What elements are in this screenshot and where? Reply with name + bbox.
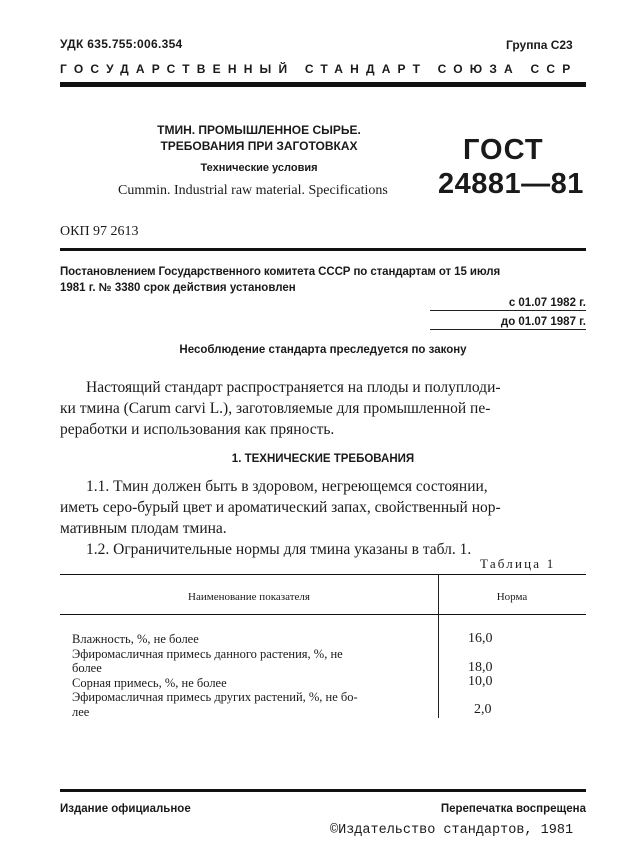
intro-line-2: ки тмина (Carum carvi L.), заготовляемые для промышленной пе- bbox=[60, 400, 491, 417]
gost-number: 24881—81 bbox=[438, 168, 584, 200]
row-1-value: 16,0 bbox=[468, 631, 493, 646]
section-1-title: 1. ТЕХНИЧЕСКИЕ ТРЕБОВАНИЯ bbox=[231, 453, 415, 465]
effective-from-date: с 01.07 1982 г. bbox=[430, 296, 586, 311]
effective-to-date: до 01.07 1987 г. bbox=[430, 315, 586, 330]
row-1-name: Влажность, %, не более bbox=[72, 632, 199, 646]
paragraph-1-1-line-2: иметь серо-бурый цвет и ароматический запах, свойственный нор- bbox=[60, 499, 501, 516]
table-header-indicator: Наименование показателя bbox=[188, 591, 310, 603]
title-line-1: ТМИН. ПРОМЫШЛЕННОЕ СЫРЬЕ. bbox=[157, 123, 361, 137]
footer-rule bbox=[60, 789, 586, 792]
legal-warning: Несоблюдение стандарта преследуется по закону bbox=[179, 344, 467, 356]
udk-code: УДК 635.755:006.354 bbox=[60, 37, 183, 51]
row-4-value: 2,0 bbox=[474, 702, 492, 717]
standard-banner: ГОСУДАРСТВЕННЫЙ СТАНДАРТ СОЮЗА ССР bbox=[60, 62, 578, 76]
intro-paragraph bbox=[60, 377, 586, 398]
paragraph-1-2: 1.2. Ограничительные нормы для тмина указаны в табл. 1. bbox=[86, 541, 472, 558]
intro-line-1: Настоящий стандарт распространяется на плоды и полуплоди- bbox=[86, 379, 501, 396]
copyright-notice: ©Издательство стандартов, 1981 bbox=[330, 823, 574, 838]
english-title: Cummin. Industrial raw material. Specifications bbox=[118, 183, 388, 198]
table-caption: Таблица 1 bbox=[480, 556, 556, 571]
row-2-name-line-1: Эфиромасличная примесь данного растения, %, не bbox=[72, 646, 343, 661]
table-row bbox=[72, 632, 432, 719]
row-3-name: Сорная примесь, %, не более bbox=[72, 675, 227, 690]
row-2-name-line-2: более bbox=[72, 661, 102, 675]
row-4-name-line-2: лее bbox=[72, 704, 90, 719]
row-3-value: 10,0 bbox=[468, 674, 493, 689]
reprint-notice: Перепечатка воспрещена bbox=[440, 803, 586, 815]
decree-line-2: 1981 г. № 3380 срок действия установлен bbox=[60, 282, 296, 294]
paragraph-1-1-line-3: мативным плодам тмина. bbox=[60, 520, 227, 537]
group-code: Группа С23 bbox=[506, 38, 573, 52]
table-top-border bbox=[60, 574, 586, 575]
paragraph-1-1-line-1: 1.1. Тмин должен быть в здоровом, негреющемся состоянии, bbox=[86, 478, 488, 495]
subtitle: Технические условия bbox=[200, 162, 318, 174]
section-rule bbox=[60, 248, 586, 251]
intro-line-3: реработки и использования как пряность. bbox=[60, 421, 335, 438]
decree-line-1: Постановлением Государственного комитета СССР по стандартам от 15 июля bbox=[60, 266, 501, 278]
table-header-border bbox=[60, 614, 586, 615]
table-header-norm: Норма bbox=[496, 591, 528, 603]
okp-code: ОКП 97 2613 bbox=[60, 224, 139, 239]
gost-label: ГОСТ bbox=[463, 134, 544, 166]
header-rule bbox=[60, 82, 586, 87]
official-edition: Издание официальное bbox=[60, 803, 191, 815]
title-line-2: ТРЕБОВАНИЯ ПРИ ЗАГОТОВКАХ bbox=[160, 139, 358, 153]
row-4-name-line-1: Эфиромасличная примесь других растений, %, не бо- bbox=[72, 690, 358, 704]
row-2-value: 18,0 bbox=[468, 660, 493, 675]
